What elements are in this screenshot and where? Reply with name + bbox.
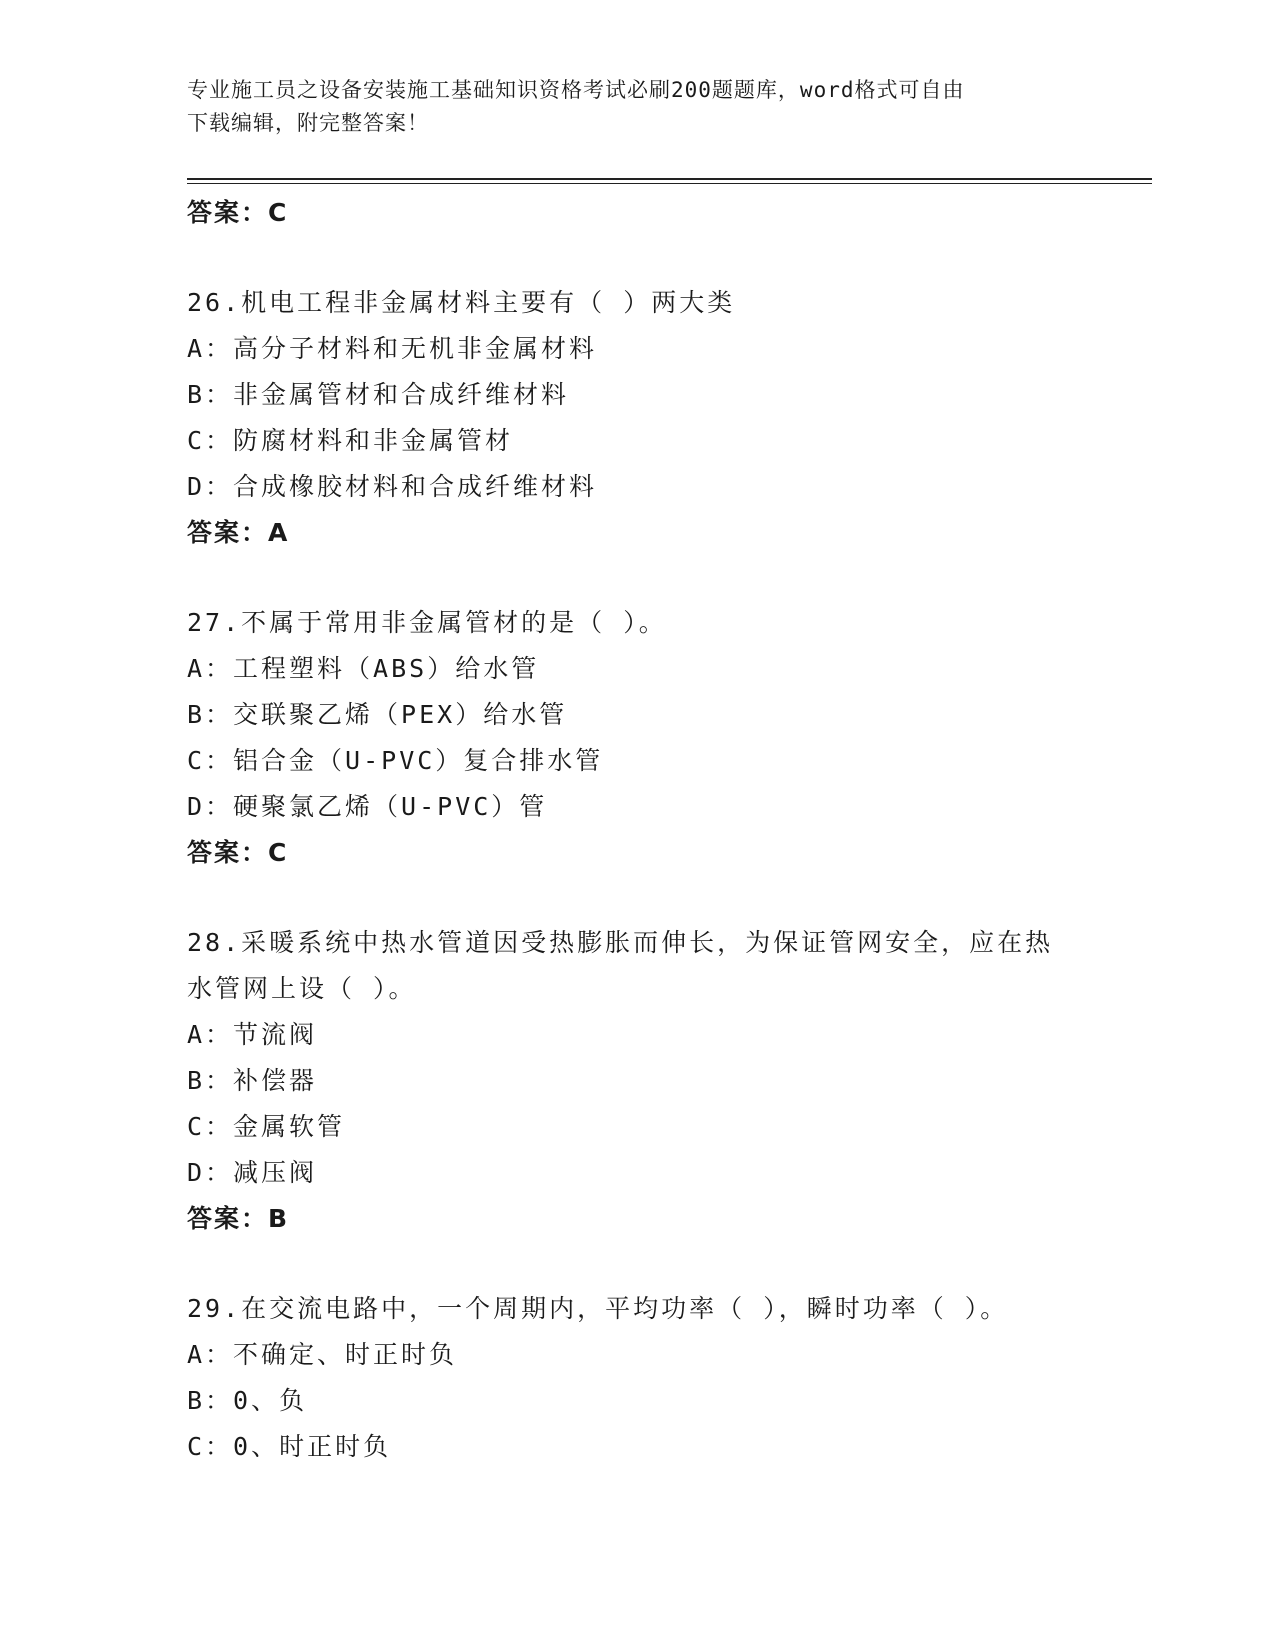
answer: 答案：A [187, 518, 290, 547]
question-26 [187, 280, 1087, 556]
question-stem-line-1: 28.采暖系统中热水管道因受热膨胀而伸长，为保证管网安全，应在热 [187, 928, 1054, 957]
option-b: B：补偿器 [187, 1066, 318, 1095]
spacer [187, 1242, 1087, 1286]
header-title-line-2: 下载编辑，附完整答案！ [187, 111, 429, 135]
option-c: C：铝合金（U-PVC）复合排水管 [187, 746, 604, 775]
question-stem: 29.在交流电路中，一个周期内，平均功率（ ），瞬时功率（ ）。 [187, 1294, 1009, 1323]
option-a: A：节流阀 [187, 1020, 318, 1049]
option-a: A：高分子材料和无机非金属材料 [187, 334, 598, 363]
question-27 [187, 600, 1087, 876]
header-divider-thick [187, 178, 1152, 180]
header-divider-thin [187, 183, 1152, 184]
question-29 [187, 1286, 1087, 1470]
answer: 答案：C [187, 838, 289, 867]
option-b: B：非金属管材和合成纤维材料 [187, 380, 570, 409]
previous-answer: 答案：C [187, 198, 289, 227]
answer: 答案：B [187, 1204, 290, 1233]
question-list [187, 190, 1087, 1470]
spacer [187, 236, 1087, 280]
option-d: D：合成橡胶材料和合成纤维材料 [187, 472, 598, 501]
question-stem-line-2: 水管网上设（ ）。 [187, 974, 417, 1003]
document-header [187, 74, 1067, 140]
question-stem: 27.不属于常用非金属管材的是（ ）。 [187, 608, 667, 637]
option-c: C：金属软管 [187, 1112, 346, 1141]
option-b: B：交联聚乙烯（PEX）给水管 [187, 700, 568, 729]
option-d: D：减压阀 [187, 1158, 318, 1187]
option-b: B：0、负 [187, 1386, 308, 1415]
spacer [187, 876, 1087, 920]
question-stem: 26.机电工程非金属材料主要有（ ）两大类 [187, 288, 736, 317]
option-d: D：硬聚氯乙烯（U-PVC）管 [187, 792, 548, 821]
question-28 [187, 920, 1087, 1242]
spacer [187, 556, 1087, 600]
option-c: C：防腐材料和非金属管材 [187, 426, 514, 455]
option-a: A：工程塑料（ABS）给水管 [187, 654, 540, 683]
option-a: A：不确定、时正时负 [187, 1340, 458, 1369]
header-title-line-1: 专业施工员之设备安装施工基础知识资格考试必刷200题题库，word格式可自由 [187, 78, 965, 102]
option-c: C：0、时正时负 [187, 1432, 392, 1461]
